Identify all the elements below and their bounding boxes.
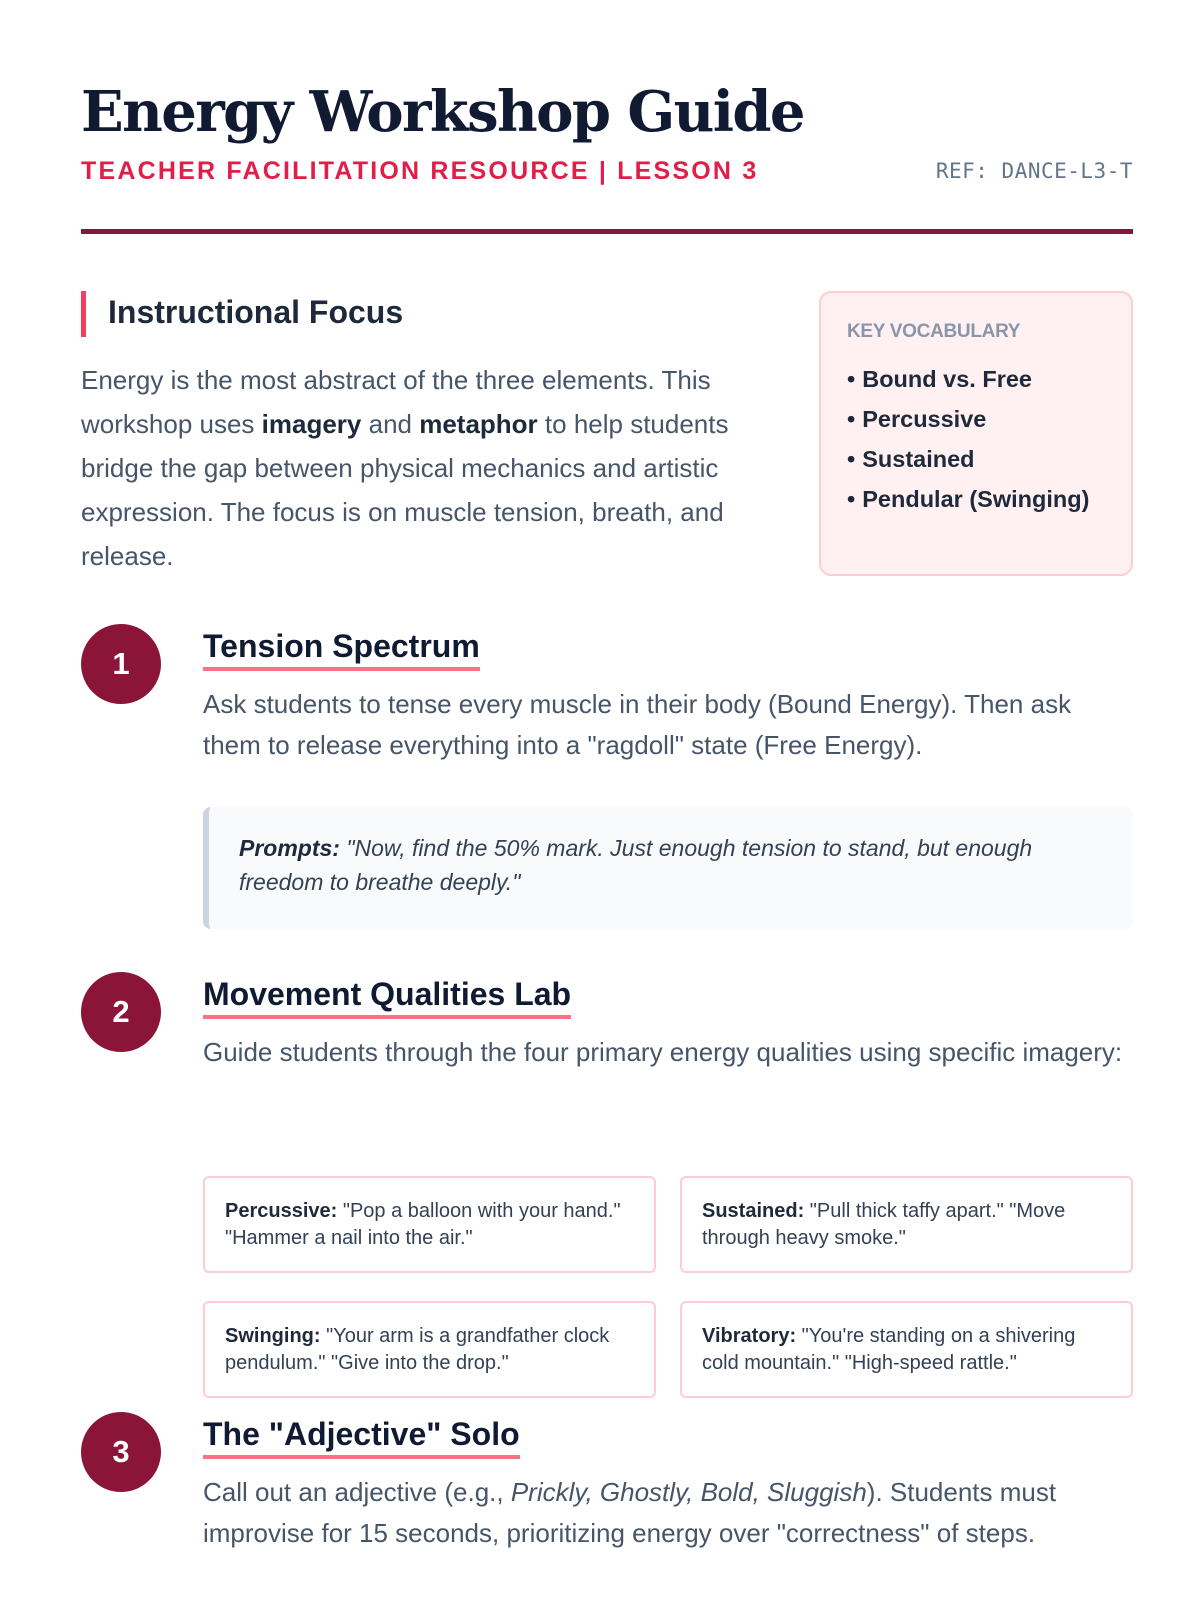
prompt-label: Prompts: [239, 835, 340, 861]
quality-card-vibratory [680, 1301, 1133, 1398]
adjective-text-after: ). Students must improvise for 15 seconds, prioritizing energy over "correctness" of steps. [203, 1477, 1057, 1548]
step-title-adjective-solo: The "Adjective" Solo [203, 1416, 520, 1459]
quality-name: Vibratory: [702, 1325, 797, 1347]
quality-card-sustained [680, 1176, 1133, 1273]
vocabulary-list [847, 359, 1131, 519]
focus-paragraph [81, 358, 771, 578]
vocabulary-item: • Sustained [847, 439, 1131, 479]
quality-description: "Your arm is a grandfather clock pendulum." "Give into the drop." [225, 1325, 610, 1374]
step-description [203, 1472, 1133, 1554]
prompt-text: "Now, find the 50% mark. Just enough tension to stand, but enough freedom to breathe deeply." [239, 835, 1033, 895]
focus-text-2: and [361, 409, 420, 439]
quality-name: Percussive: [225, 1200, 338, 1222]
step-description: Ask students to tense every muscle in their body (Bound Energy). Then ask them to release everything into a "ragdoll" state (Free Energy). [203, 689, 1072, 760]
step-title-movement-qualities-lab: Movement Qualities Lab [203, 976, 571, 1019]
focus-text-3: to help students bridge the gap between physical mechanics and artistic expression. The focus is on muscle tension, breath, and release. [81, 409, 729, 571]
page-subtitle: TEACHER FACILITATION RESOURCE | LESSON 3 [81, 157, 759, 185]
quality-card-percussive [203, 1176, 656, 1273]
quality-name: Swinging: [225, 1325, 321, 1347]
step-number-badge: 1 [81, 624, 161, 704]
prompt-callout [203, 807, 1133, 929]
quality-name: Sustained: [702, 1200, 805, 1222]
page-title: Energy Workshop Guide [81, 79, 804, 145]
document-page [81, 0, 1133, 1600]
vocabulary-item: • Percussive [847, 399, 1131, 439]
step-number-badge: 3 [81, 1412, 161, 1492]
step-description: Guide students through the four primary energy qualities using specific imagery: [203, 1037, 1123, 1067]
step-number-badge: 2 [81, 972, 161, 1052]
adjective-examples: Prickly, Ghostly, Bold, Sluggish [510, 1477, 867, 1507]
step-title-tension-spectrum: Tension Spectrum [203, 628, 480, 671]
quality-description: "You're standing on a shivering cold mountain." "High-speed rattle." [702, 1325, 1076, 1374]
reference-code: REF: DANCE-L3-T [935, 159, 1133, 183]
vocabulary-item: • Bound vs. Free [847, 359, 1131, 399]
focus-heading: Instructional Focus [108, 294, 404, 330]
quality-card-swinging [203, 1301, 656, 1398]
key-vocabulary-box [819, 291, 1133, 576]
adjective-text-before: Call out an adjective (e.g., [203, 1477, 511, 1507]
vocabulary-label: KEY VOCABULARY [847, 321, 1021, 342]
focus-bold-metaphor: metaphor [419, 409, 538, 439]
focus-bold-imagery: imagery [261, 409, 362, 439]
section-accent-bar [81, 291, 86, 337]
header-divider [81, 229, 1133, 234]
vocabulary-item: • Pendular (Swinging) [847, 479, 1131, 519]
quality-description: "Pull thick taffy apart." "Move through heavy smoke." [702, 1200, 1066, 1249]
quality-description: "Pop a balloon with your hand." "Hammer a nail into the air." [225, 1200, 621, 1249]
focus-text-1: Energy is the most abstract of the three elements. This workshop uses [81, 365, 711, 439]
